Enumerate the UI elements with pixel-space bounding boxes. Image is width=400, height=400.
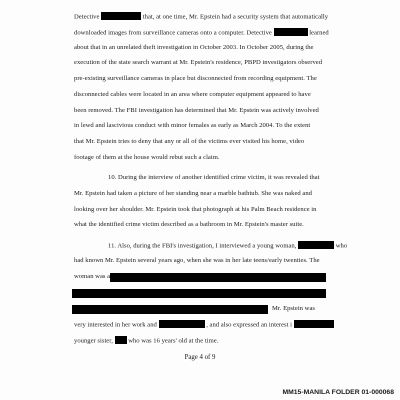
redaction-bar bbox=[115, 336, 127, 344]
text-line: footage of them at the house would rebut such a claim. bbox=[74, 153, 220, 161]
text-line: what the identified crime victim described as a bathroom in Mr. Epstein's master suite. bbox=[74, 221, 304, 229]
text-line: Mr. Epstein had taken a picture of her standing near a marble bathtub. She was naked and bbox=[74, 189, 312, 197]
text-segment: , and also expressed an interest i bbox=[206, 321, 293, 329]
page-number: Page 4 of 9 bbox=[184, 354, 216, 361]
text-line: in lewd and lascivious conduct with minor females as early as March 2004. To the extent bbox=[74, 122, 311, 130]
text-line: about that in an unrelated theft investigation in October 2003. In October 2005, during the bbox=[74, 43, 314, 51]
redaction-bar bbox=[298, 241, 334, 249]
text-line: disconnected cables were located in an area where computer equipment appeared to have bbox=[74, 90, 311, 98]
text-segment: that, at one time, Mr. Epstein had a security system that automatically bbox=[142, 13, 329, 21]
text-line bbox=[74, 28, 329, 38]
text-line: that Mr. Epstein tries to deny that any or all of the victims ever visited his home, video bbox=[74, 138, 305, 146]
text-segment: who was 16 years' old at the time. bbox=[128, 337, 219, 345]
paragraph-10-start: 10. During the interview of another identified crime victim, it was revealed that bbox=[108, 174, 320, 181]
text-segment: downloaded images from surveillance cameras onto a computer. Detective bbox=[74, 29, 272, 37]
text-segment: Detective bbox=[74, 13, 100, 21]
text-segment: Mr. Epstein was bbox=[272, 304, 315, 312]
redaction-bar bbox=[159, 320, 205, 328]
text-segment: who bbox=[335, 242, 348, 250]
paragraph-11-start bbox=[108, 241, 347, 251]
text-segment: 11. Also, during the FBI's investigation, I interviewed a young woman, bbox=[108, 242, 297, 250]
text-line: had known Mr. Epstein several years ago, when she was in her late teens/early twenties. The bbox=[74, 257, 320, 265]
text-segment: learned bbox=[309, 29, 329, 37]
text-line bbox=[74, 273, 110, 281]
text-line: looking over her shoulder. Mr. Epstein took that photograph at his Palm Beach residence in bbox=[74, 205, 317, 213]
redaction-bar bbox=[110, 273, 326, 282]
bates-stamp: MM15-MANILA FOLDER 01-000068 bbox=[282, 389, 394, 396]
text-line bbox=[74, 12, 328, 22]
text-segment: younger sister, bbox=[74, 337, 113, 345]
redaction-bar bbox=[294, 320, 334, 328]
redaction-bar bbox=[274, 28, 308, 36]
redaction-bar bbox=[101, 12, 141, 20]
text-line: execution of the state search warrant at Mr. Epstein's residence, PBPD investigators observed bbox=[74, 59, 323, 67]
text-line bbox=[74, 336, 218, 346]
text-line: pre-existing surveillance cameras in place but disconnected from recording equipment. The bbox=[74, 75, 317, 82]
text-segment: woman was a bbox=[74, 273, 111, 280]
redaction-bar bbox=[72, 289, 326, 298]
text-line bbox=[74, 320, 334, 330]
text-segment: very interested in her work and bbox=[74, 321, 157, 329]
redaction-bar bbox=[72, 305, 268, 314]
text-line: been removed. The FBI investigation has determined that Mr. Epstein was actively involved bbox=[74, 106, 319, 114]
text-line bbox=[272, 305, 315, 313]
